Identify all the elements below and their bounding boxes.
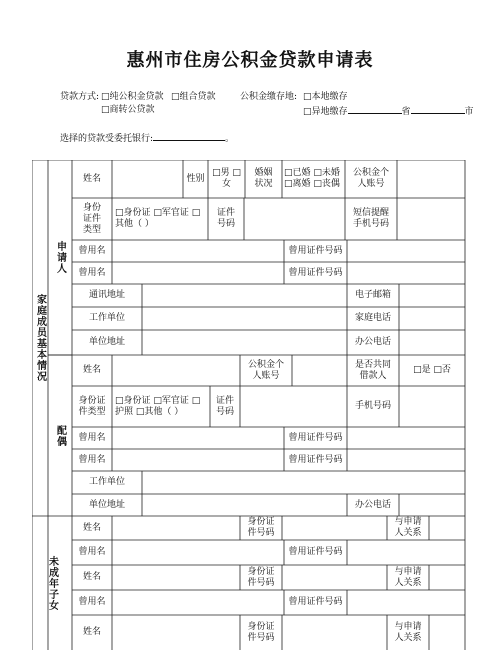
province-blank[interactable] xyxy=(348,104,402,114)
applicant-pf-account-label: 公积金个人账号 xyxy=(353,168,390,189)
child2-used-id-label: 曾用证件号码 xyxy=(288,597,343,607)
applicant-marital-options[interactable]: □已婚 □未婚 □离婚 □丧偶 xyxy=(284,168,340,189)
province-label: 省 xyxy=(401,107,411,117)
applicant-used-id-label-1: 曾用证件号码 xyxy=(288,245,343,256)
applicant-address-label: 通讯地址 xyxy=(88,290,125,300)
child1-used-name-label: 曾用名 xyxy=(78,547,106,557)
option-local-deposit[interactable]: □本地缴存 xyxy=(303,92,348,102)
child2-used-name-label: 曾用名 xyxy=(78,597,106,607)
spouse-co-borrower-options[interactable]: □是 □否 xyxy=(413,365,451,375)
option-remote-deposit[interactable] xyxy=(303,104,474,118)
option-pure-fund-loan[interactable]: □纯公积金贷款 xyxy=(101,92,164,102)
spouse-name-label: 姓名 xyxy=(82,365,101,375)
child3-id-number-label: 身份证件号码 xyxy=(247,621,275,643)
option-remote-deposit-label: □异地缴存 xyxy=(303,107,348,117)
spouse-pf-account-label: 公积金个人账号 xyxy=(247,359,284,381)
spouse-used-name-label-1: 曾用名 xyxy=(78,432,106,443)
child1-used-id-label: 曾用证件号码 xyxy=(288,547,343,557)
child2-relation-label: 与申请人关系 xyxy=(394,566,422,588)
applicant-work-address-label: 单位地址 xyxy=(88,337,125,347)
child2-name-label: 姓名 xyxy=(82,572,101,582)
applicant-marital-label: 婚姻状况 xyxy=(254,168,273,189)
child1-id-number-label: 身份证件号码 xyxy=(247,517,275,538)
child1-relation-label: 与申请人关系 xyxy=(394,517,422,538)
applicant-id-number-label: 证件号码 xyxy=(216,208,235,229)
form-title: 惠州市住房公积金贷款申请表 xyxy=(126,50,374,71)
option-combo-loan[interactable]: □组合贷款 xyxy=(171,92,216,102)
bank-end: 。 xyxy=(225,134,235,144)
applicant-id-type-options[interactable]: □身份证 □军官证 □其他（ ） xyxy=(115,208,201,229)
spouse-office-phone-label: 办公电话 xyxy=(354,499,391,510)
applicant-workplace-label: 工作单位 xyxy=(88,313,125,323)
spouse-id-number-label: 证件号码 xyxy=(215,395,234,417)
spouse-workplace-label: 工作单位 xyxy=(88,477,125,487)
applicant-office-phone-label: 办公电话 xyxy=(354,337,391,347)
spouse-used-name-label-2: 曾用名 xyxy=(78,454,106,465)
applicant-email-label: 电子邮箱 xyxy=(354,290,391,300)
spouse-section: 配偶 xyxy=(54,424,66,447)
spouse-used-id-label-2: 曾用证件号码 xyxy=(288,454,343,465)
option-commercial-transfer-loan[interactable]: □商转公贷款 xyxy=(101,105,155,115)
spouse-id-type-options[interactable]: □身份证 □军官证 □护照 □其他（ ） xyxy=(115,395,201,417)
spouse-mobile-label: 手机号码 xyxy=(354,401,391,411)
applicant-home-phone-label: 家庭电话 xyxy=(354,313,391,323)
city-blank[interactable] xyxy=(411,104,465,114)
city-label: 市 xyxy=(464,107,474,117)
minor-children-section: 未成年子女 xyxy=(46,555,58,611)
spouse-work-address-label: 单位地址 xyxy=(88,499,125,510)
child2-id-number-label: 身份证件号码 xyxy=(247,566,275,588)
applicant-gender-label: 性别 xyxy=(186,173,205,184)
loan-method-label: 贷款方式: xyxy=(60,92,100,102)
applicant-id-type-label: 身份证件类型 xyxy=(82,202,101,235)
applicant-section: 申请人 xyxy=(54,241,66,274)
applicant-used-id-label-2: 曾用证件号码 xyxy=(288,267,343,278)
child1-name-label: 姓名 xyxy=(82,522,101,533)
spouse-used-id-label-1: 曾用证件号码 xyxy=(288,432,343,443)
bank-blank[interactable] xyxy=(153,131,225,141)
bank-selection xyxy=(60,131,234,145)
spouse-id-type-label: 身份证件类型 xyxy=(78,395,106,417)
applicant-used-name-label-1: 曾用名 xyxy=(78,245,106,256)
applicant-used-name-label-2: 曾用名 xyxy=(78,267,106,278)
spouse-co-borrower-label: 是否共同借款人 xyxy=(354,359,391,381)
bank-label: 选择的贷款受委托银行: xyxy=(60,134,154,144)
applicant-name-label: 姓名 xyxy=(82,173,101,184)
applicant-sms-phone-label: 短信提醒手机号码 xyxy=(352,208,389,229)
child3-name-label: 姓名 xyxy=(82,627,101,637)
family-members-section: 家庭成员基本情况 xyxy=(34,294,46,382)
applicant-gender-options[interactable]: □男 □女 xyxy=(212,168,241,189)
child3-relation-label: 与申请人关系 xyxy=(394,621,422,643)
deposit-place-label: 公积金缴存地: xyxy=(240,92,298,102)
